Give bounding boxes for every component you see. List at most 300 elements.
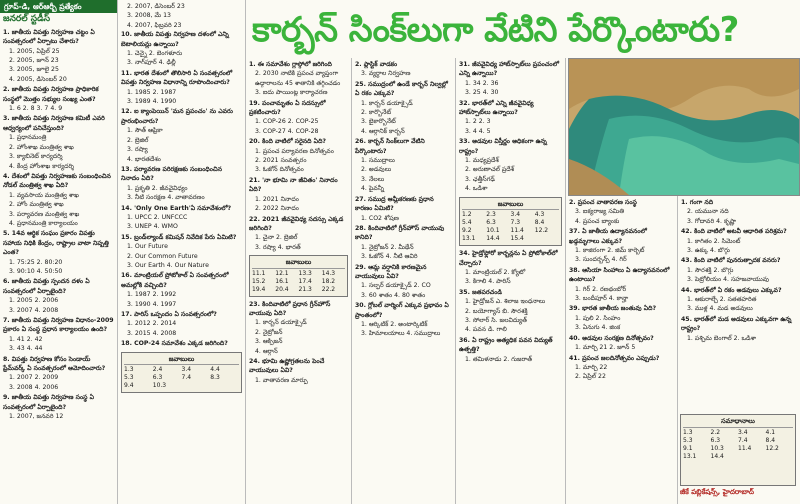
- answer-option: 3. ఏనుగు 4. జింక: [575, 324, 621, 332]
- answer-key-title: సమాధానాలు: [683, 417, 793, 428]
- answer-cell: 4.3: [534, 211, 545, 219]
- answer-cell: 6.3: [486, 219, 496, 227]
- answer-cell: 2.3: [486, 211, 496, 219]
- section-heading: జనరల్ స్టడీస్: [3, 14, 51, 25]
- question-text: 3. జాతీయ విపత్తు నిర్వహణ కమిటీ ఎవరి ఆధ్వర్యంలో పనిచేస్తుంది?: [3, 115, 105, 132]
- question-list: [681, 198, 797, 343]
- answer-cell: 8.4: [534, 219, 545, 227]
- answer-option: 3. హిమాలయాలు 4. సముద్రాలు: [361, 330, 441, 338]
- question-text: 27. సముద్ర ఆమ్లీకరణకు ప్రధాన కారణం ఏమిటి?: [355, 195, 434, 213]
- answer-cell: 14.4: [710, 453, 724, 460]
- answer-cell: 1.3: [683, 429, 693, 436]
- column-4: [352, 58, 456, 504]
- column-3: [246, 58, 352, 504]
- answer-option: 1. కార్బన్ డయాక్సైడ్: [361, 99, 413, 107]
- answer-option: 3. ఛత్తీస్‌గఢ్: [465, 175, 495, 183]
- question-text: 39. భారత జాతీయ జంతువు ఏది?: [569, 305, 657, 313]
- answer-option: 3. సుందర్బన్స్ 4. గిర్: [575, 256, 627, 264]
- answer-option: 1. హైడ్రోజన్ ఎ. శిలాజ ఇంధనాలు: [465, 298, 546, 306]
- final-answer-box: [680, 414, 796, 486]
- question-item: [3, 393, 114, 421]
- answer-cell: 11.4: [510, 227, 524, 235]
- answer-cell: 6.3: [152, 374, 163, 382]
- answer-option: 1. సౌత్ ఆఫ్రికా: [127, 127, 163, 135]
- answer-key-title: జవాబులు: [124, 355, 239, 365]
- answer-cell: [535, 235, 559, 243]
- answer-option: 1. 2007 2. 2009: [9, 374, 59, 382]
- answer-option: 1. చెన్నై 2. బెంగళూరు: [127, 50, 183, 58]
- question-item: [459, 288, 562, 335]
- column-6: [566, 196, 678, 504]
- answer-option: 1. గిర్ 2. రణథంబోర్: [575, 285, 627, 293]
- answer-option: 3. గోదావరి 4. కృష్ణా: [687, 217, 737, 225]
- answer-cell: 8.4: [765, 437, 776, 444]
- answer-key-box: [249, 255, 348, 296]
- question-text: 5. 14వ ఆర్థిక సంఘం ప్రకారం విపత్తు సహాయ నిధికి కేంద్రం, రాష్ట్రాల వాటా నిష్పత్తి ఎంత?: [3, 230, 109, 257]
- question-text: 41. ప్రపంచ జలదినోత్సవం ఎప్పుడు?: [569, 354, 660, 362]
- question-text: 9. జాతీయ విపత్తు నిర్వహణ సంస్థ ఏ సంవత్సరంలో ఏర్పాటైంది?: [3, 394, 95, 411]
- answer-cell: 20.4: [275, 285, 289, 293]
- question-item: [569, 266, 674, 304]
- question-item: [249, 99, 348, 137]
- answer-cell: 2.4: [152, 366, 163, 374]
- question-item: [121, 107, 242, 163]
- answer-cell: 4.1: [765, 429, 776, 436]
- answer-cell: 3.4: [510, 211, 521, 219]
- answer-option: 1. మార్చి 22: [575, 363, 608, 371]
- question-item: [249, 176, 348, 214]
- question-item: [3, 85, 114, 113]
- answer-option: 1. పశ్చిమ బెంగాల్ 2. ఒడిశా: [687, 334, 757, 342]
- answer-option: 3. బందీపూర్ 4. కాన్హా: [575, 295, 629, 303]
- question-text: 15. బ్రండ్‌ల్యాండ్ కమిషన్ నివేదిక పేరు ఏమిటి?: [121, 233, 237, 241]
- question-text: 32. భారత్‌లో ఎన్ని జీవవైవిధ్య హాట్‌స్పాట్‌లు ఉన్నాయి?: [459, 99, 534, 117]
- answer-option: 1. కార్బన్ డయాక్సైడ్: [255, 319, 307, 327]
- answer-option: 1. 75:25 2. 80:20: [9, 258, 63, 266]
- column-2: [118, 0, 246, 504]
- answer-option: 1. 2012 2. 2014: [127, 320, 177, 328]
- question-item: [681, 315, 797, 343]
- question-item: [569, 334, 674, 353]
- answer-option: 2. అడవులు: [361, 166, 392, 174]
- answer-option: 2. యమునా నది: [687, 208, 729, 216]
- question-item: [3, 316, 114, 354]
- answer-key-title: జవాబులు: [462, 200, 559, 210]
- answer-option: 3. రష్యా 4. భారత్: [255, 243, 301, 251]
- question-text: 18. COP-24 సమావేశం ఎక్కడ జరిగింది?: [121, 340, 228, 348]
- answer-cell: 6.3: [710, 437, 721, 444]
- answer-option: 4. ఒడిశా: [465, 185, 488, 193]
- answer-option: 2. బ్రెజిల్: [127, 136, 149, 144]
- answer-option: 3. ఐదు పాయింట్ల కార్యాచరణ: [255, 89, 328, 97]
- answer-option: 4. పవన డి. గాలి: [465, 326, 507, 334]
- answer-cell: 12.2: [534, 227, 549, 235]
- answer-option: 3. 2008, మే 13: [127, 12, 171, 20]
- answer-option: 3. ఓజోన్ దినోత్సవం: [255, 166, 304, 174]
- question-text: 42. కింది వాటిలో అటవీ ఆధారిత పరిశ్రమ?: [681, 228, 787, 236]
- question-text: 45. భారత్‌లో మడ అడవులు ఎక్కువగా ఉన్న రాష్ట్రం?: [681, 315, 792, 333]
- question-text: 1. జాతీయ విపత్తు నిర్వహణ చట్టం ఏ సంవత్సరంలో ఏర్పాటు చేశారు?: [3, 28, 95, 46]
- question-text: 20. కింది వాటిలో సరైనది ఏది?: [249, 138, 327, 146]
- answer-option: 3. నాగ్‌పూర్ 4. ఢిల్లీ: [127, 59, 176, 67]
- answer-option: 2. 2030 నాటికి ప్రపంచ వ్యాప్తంగా ఉద్గారాలను 45 శాతానికి తగ్గించడం: [255, 70, 341, 87]
- question-item: [681, 227, 797, 255]
- answer-option: 2. 2021 సంవత్సరం: [255, 157, 307, 165]
- answer-option: 1. 2005, ఏప్రిల్ 25: [9, 47, 60, 55]
- answer-option: 3. ఉక్కు 4. బొగ్గు: [687, 247, 730, 255]
- answer-key-box: [459, 197, 562, 246]
- question-text: 33. అడవుల విస్తీర్ణం అధికంగా ఉన్న రాష్ట్రం?: [459, 138, 547, 155]
- answer-cell: 13.1: [683, 453, 697, 460]
- answer-option: 1. కాజిరంగా 2. జిమ్ కార్బెట్: [575, 247, 645, 255]
- answer-option: 3. పర్యావరణ మంత్రిత్వ శాఖ: [9, 210, 80, 218]
- answer-key-box: [121, 352, 242, 393]
- answer-cell: 7.4: [738, 437, 748, 444]
- column-5: [456, 58, 566, 504]
- question-item: [121, 233, 242, 271]
- question-text: 2. జాతీయ విపత్తు నిర్వహణ ప్రాధికారిక సంస్థలో మొత్తం సభ్యుల సంఖ్య ఎంత?: [3, 86, 99, 103]
- answer-option: 3. UNEP 4. WMO: [127, 223, 178, 231]
- question-text: 10. జాతీయ విపత్తు నిర్వహణ దళంలో ఎన్ని బెటాలియన్లు ఉన్నాయి?: [121, 31, 229, 48]
- answer-cell: 1.3: [124, 366, 134, 374]
- question-text: 31. జీవవైవిధ్య హాట్‌స్పాట్‌లు ప్రపంచంలో ఎన్ని ఉన్నాయి?: [459, 61, 559, 78]
- answer-cell: 3.4: [738, 429, 748, 436]
- question-list: [459, 249, 562, 364]
- question-item: [3, 114, 114, 170]
- answer-cell: 21.3: [298, 285, 312, 293]
- question-item: [355, 224, 452, 262]
- answer-option: 1. 2007, జనవరి 12: [9, 413, 64, 421]
- answer-cell: 14.3: [321, 269, 336, 277]
- question-item: [569, 198, 674, 226]
- question-item: [3, 229, 114, 276]
- answer-cell: 7.3: [510, 219, 521, 227]
- answer-cell: 5.4: [462, 219, 472, 227]
- answer-cell: 15.2: [252, 277, 266, 285]
- question-item: [459, 99, 562, 137]
- answer-option: 3. 1990 4. 1997: [127, 300, 177, 308]
- question-item: [249, 137, 348, 175]
- question-list: [249, 300, 348, 386]
- answer-option: 2. అరుణాచల్ ప్రదేశ్: [465, 166, 515, 174]
- answer-grid: [683, 429, 793, 461]
- answer-option: 1. Our Future: [127, 243, 168, 251]
- question-item: [459, 336, 562, 364]
- question-item: [355, 80, 452, 136]
- answer-cell: 15.4: [510, 235, 524, 243]
- question-item: [459, 249, 562, 287]
- answer-option: 1. 1985 2. 1987: [127, 88, 177, 96]
- answer-option: 1. వ్యవసాయ మంత్రిత్వ శాఖ: [9, 191, 79, 199]
- answer-option: 3. 25 4. 30: [465, 89, 499, 97]
- answer-cell: 5.3: [683, 437, 693, 444]
- question-text: 28. కిందివాటిలో గ్రీన్‌హౌస్ వాయువు కానిది?: [355, 224, 445, 242]
- answer-cell: 2.2: [710, 429, 721, 436]
- answer-option: 2. 2007, డిసెంబర్ 23: [127, 3, 185, 10]
- answer-cell: 7.4: [181, 374, 192, 382]
- question-text: 6. జాతీయ విపత్తు స్పందన దళం ఏ సంవత్సరంలో ఏర్పాటైంది?: [3, 278, 90, 295]
- answer-option: 1. 2005 2. 2006: [9, 297, 59, 305]
- answer-option: 1. ఆకురాల్చే 2. సతతహరిత: [687, 296, 757, 304]
- answer-option: 3. క్యాబినెట్ కార్యదర్శి: [9, 153, 63, 161]
- answer-option: 3. నీటి సంరక్షణ 4. వాతావరణం: [127, 194, 205, 202]
- question-text: 38. ఆసియా సింహాలు ఏ ఉద్యానవనంలో ఉంటాయి?: [569, 266, 670, 284]
- answer-option: 1. CO2 శోషణ: [361, 214, 399, 222]
- answer-option: 3. ఓజోన్ 4. నీటి ఆవిరి: [361, 253, 418, 261]
- answer-option: 4. ఆర్గాన్: [255, 347, 278, 355]
- question-text: 16. మాంట్రియల్ ప్రోటోకాల్ ఏ సంవత్సరంలో అమల్లోకి వచ్చింది?: [121, 272, 229, 289]
- question-text: 24. భూమి ఉష్ణోగ్రతలను పెంచే వాయువులు ఏవి?: [249, 357, 325, 375]
- answer-cell: 10.3: [152, 382, 167, 390]
- question-list: [355, 60, 452, 339]
- satellite-photo: [568, 58, 800, 196]
- question-item: [355, 60, 452, 79]
- answer-option: 1. మధ్యప్రదేశ్: [465, 157, 499, 165]
- question-item: [249, 60, 348, 98]
- question-text: 43. కింది వాటిలో పునరుత్పాదక వనరు?: [681, 257, 781, 265]
- answer-cell: 4.4: [210, 366, 220, 374]
- question-item: [249, 300, 348, 356]
- question-text: 26. కార్బన్ సింక్‌లుగా వేటిని పేర్కొంటారు?: [355, 138, 425, 155]
- question-text: 2. ప్రపంచ వాతావరణ సంస్థ: [569, 199, 637, 206]
- answer-option: 1. 2021 నినాదం: [255, 195, 299, 203]
- question-item: [121, 204, 242, 232]
- answer-option: 1. ప్రకృతి 2. జీవవైవిధ్యం: [127, 184, 188, 192]
- answer-option: 3. 2015 4. 2008: [127, 329, 177, 337]
- answer-option: 4. పైవన్నీ: [361, 185, 385, 193]
- question-item: [355, 195, 452, 223]
- answer-option: 3. రష్యా: [127, 146, 148, 154]
- answer-option: 4. ఆర్గానిక్ కార్బన్: [361, 127, 405, 135]
- answer-cell: 9.4: [124, 382, 134, 390]
- question-text: 1. గంగా నది: [681, 199, 714, 206]
- answer-cell: 22.2: [321, 285, 336, 293]
- question-text: 11. భారత దేశంలో తొలిసారి ఏ సంవత్సరంలో విపత్తు నిర్వహణ విధానాన్ని రూపొందించారు?: [121, 69, 233, 87]
- answer-option: 2. బయోగ్యాస్ బి. సౌరశక్తి: [465, 307, 528, 315]
- question-item: [3, 277, 114, 315]
- question-list: [249, 60, 348, 252]
- answer-option: 2. కార్బొనేట్: [361, 109, 392, 117]
- column-7: [678, 196, 800, 412]
- answer-option: 1. ఆర్కిటిక్ 2. అంటార్కిటిక్: [361, 320, 428, 328]
- answer-option: 1. 2 2. 3: [465, 118, 491, 126]
- answer-option: 3. వ్యర్థాల నిర్వహణ: [361, 70, 411, 78]
- answer-option: 1. మార్చి 21 2. జూన్ 5: [575, 344, 636, 352]
- answer-option: 1. COP-26 2. COP-25: [255, 118, 319, 126]
- answer-cell: 9.2: [462, 227, 472, 235]
- answer-cell: [210, 382, 239, 390]
- answer-option: 1. పులి 2. సింహం: [575, 314, 621, 322]
- question-item: [681, 286, 797, 314]
- answer-option: 3. 90:10 4. 50:50: [9, 267, 63, 275]
- answer-option: 3. 4 4. 5: [465, 127, 491, 135]
- answer-cell: 11.1: [252, 269, 266, 277]
- header-tag: గ్రూప్-డి, ఆర్ఆర్బీ ప్రత్యేకం: [0, 0, 117, 13]
- page-title: కార్బన్ సింక్‌లుగా వేటిని పేర్కొంటారు?: [252, 10, 739, 50]
- answer-option: 2. హోంశాఖ మంత్రిత్వ శాఖ: [9, 143, 74, 151]
- question-text: 19. పంచామృతం ఏ సదస్సులో ప్రకటించారు?: [249, 99, 326, 117]
- answer-option: 1. చైనా 2. బ్రెజిల్: [255, 234, 298, 242]
- answer-option: 3. కిగాలి 4. పారిస్: [465, 278, 511, 286]
- answer-option: 4. 2005, డిసెంబర్ 20: [9, 75, 67, 83]
- answer-cell: [182, 382, 211, 390]
- question-text: 12. ఐ క్యాంపెయిన్ 'మన ప్రపంచం' ను ఎవరు ప్రారంభించారు?: [121, 108, 233, 125]
- answer-option: 4. 2007, ఫిబ్రవరి 23: [127, 21, 182, 29]
- question-item: [459, 60, 562, 98]
- question-item: [569, 227, 674, 265]
- question-text: 23. కిందివాటిలో ప్రధాన గ్రీన్‌హౌస్ వాయువు ఏది?: [249, 300, 331, 317]
- question-text: 8. విపత్తు నిర్వహణ కోసం సెండాయ్ ఫ్రేమ్‌వర్క్ ఏ సంవత్సరంలో ఆమోదించారు?: [3, 355, 106, 373]
- answer-cell: 5.3: [124, 374, 134, 382]
- answer-cell: 8.3: [210, 374, 220, 382]
- question-item: [249, 215, 348, 253]
- answer-cell: 13.1: [462, 235, 476, 243]
- answer-option: 2. ఏప్రిల్ 22: [575, 373, 606, 381]
- question-item: [121, 271, 242, 309]
- question-item: [681, 198, 797, 226]
- answer-grid: [462, 211, 559, 243]
- question-item: [249, 357, 348, 385]
- question-item: [459, 137, 562, 193]
- question-text: 37. ఏ జాతీయ ఉద్యానవనంలో ఖడ్గమృగాలు ఎక్కువ?: [569, 228, 647, 245]
- question-item: [121, 69, 242, 107]
- answer-option: 1. 6 2. 8 3. 7 4. 9: [9, 105, 63, 113]
- answer-key-title: జవాబులు: [252, 258, 345, 268]
- answer-cell: 3.4: [181, 366, 192, 374]
- column-1: [0, 0, 118, 504]
- answer-cell: 12.2: [765, 445, 779, 452]
- ocean-satellite-image: [569, 59, 799, 195]
- answer-cell: 1.2: [462, 211, 472, 219]
- answer-option: 1. తమిళనాడు 2. గుజరాత్: [465, 355, 533, 363]
- answer-option: 1. UPCC 2. UNFCCC: [127, 213, 188, 221]
- question-text: 44. భారత్‌లో ఏ రకం అడవులు ఎక్కువ?: [681, 286, 782, 294]
- answer-option: 4. ప్రపంచ బ్యాంకు: [575, 217, 620, 225]
- question-item: [3, 172, 114, 228]
- question-item: [355, 263, 452, 301]
- question-item: [3, 28, 114, 84]
- answer-option: 2. హోం మంత్రిత్వ శాఖ: [9, 201, 64, 209]
- answer-option: 4. ప్రధానమంత్రి కార్యాలయం: [9, 219, 78, 227]
- question-item: [681, 256, 797, 284]
- answer-option: 1. సౌరశక్తి 2. బొగ్గు: [687, 266, 734, 274]
- answer-option: 1. 41 2. 42: [9, 335, 43, 343]
- answer-option: 1. 34 2. 36: [465, 79, 499, 87]
- question-text: 2. ప్లాస్టిక్ వాడకం: [355, 61, 398, 68]
- answer-option: 3. 60 శాతం 4. 80 శాతం: [361, 291, 426, 299]
- answer-cell: 18.2: [321, 277, 336, 285]
- answer-cell: 17.4: [298, 277, 312, 285]
- answer-option: 2. 2022 నినాదం: [255, 205, 299, 213]
- answer-option: 1. కాగితం 2. సిమెంట్: [687, 237, 741, 245]
- answer-option: 3. బైకార్బొనేట్: [361, 118, 396, 126]
- answer-option: 1. ప్రధానమంత్రి: [9, 134, 47, 142]
- question-text: 7. జాతీయ విపత్తు నిర్వహణ విధానం-2009 ప్రకారం ఏ సంస్థ ప్రధాన కార్యాలయం ఉంది?: [3, 317, 114, 334]
- answer-option: 1. ప్రపంచ పర్యావరణ దినోత్సవం: [255, 147, 334, 155]
- question-text: 25. సముద్రంలో ఉండే కార్బన్ నిల్వల్లో ఏ రకం ఎక్కువ?: [355, 80, 448, 98]
- question-text: 35. జతపరచండి: [459, 288, 502, 296]
- answer-option: 1. వాతావరణ మార్పు: [255, 376, 308, 384]
- answer-cell: 16.1: [275, 277, 289, 285]
- answer-option: 3. ఐక్యరాజ్య సమితి: [575, 208, 625, 216]
- answer-option: 3. ముళ్ల 4. మడ అడవులు: [687, 305, 753, 313]
- answer-cell: 9.1: [683, 445, 693, 452]
- answer-option: 3. 1989 4. 1990: [127, 98, 177, 106]
- question-text: 13. పర్యావరణ పరిరక్షణకు సంబంధించిన నినాదం ఏది?: [121, 165, 222, 183]
- question-text: 4. దేశంలో విపత్తు నిర్వహణకు సంబంధించిన నోడల్ మంత్రిత్వ శాఖ ఏది?: [3, 172, 111, 190]
- answer-cell: 14.4: [486, 235, 500, 243]
- answer-option: 3. 2008 4. 2006: [9, 383, 59, 391]
- question-item: [121, 339, 242, 348]
- answer-option: 2. Our Common Future: [127, 252, 198, 260]
- answer-option: 3. COP-27 4. COP-28: [255, 127, 319, 135]
- question-text: 34. హైడ్రోఫ్లోరో కార్బన్లను ఏ ప్రోటోకాల్‌లో చేర్చారు?: [459, 250, 558, 267]
- answer-grid: [252, 270, 345, 294]
- answer-option: 4. భారతదేశం: [127, 155, 161, 163]
- question-item: [569, 354, 674, 382]
- question-item: [569, 304, 674, 332]
- answer-option: 3. నేలలు: [361, 175, 385, 183]
- question-text: 17. పారిస్ ఒప్పందం ఏ సంవత్సరంలో?: [121, 311, 217, 318]
- question-text: 30. గ్లోబల్ వార్మింగ్ ఎక్కువ ప్రభావం ఏ ప్రాంతంలో?: [355, 302, 449, 319]
- answer-cell: 10.3: [710, 445, 724, 452]
- question-text: 29. ఆమ్ల వర్షానికి కారణమైన వాయువులు ఏవి?: [355, 263, 427, 280]
- question-list: [459, 60, 562, 194]
- answer-cell: [738, 453, 766, 461]
- question-item: [355, 301, 452, 339]
- answer-option: 1. 1987 2. 1992: [127, 291, 177, 299]
- question-item: [121, 165, 242, 203]
- publisher-credit: జీకే పబ్లికేషన్స్, హైదరాబాద్: [680, 488, 798, 502]
- answer-option: 2. నైట్రోజన్: [255, 328, 283, 336]
- question-text: 36. ఏ రాష్ట్రం అత్యధిక పవన విద్యుత్ ఉత్పత్తి?: [459, 336, 553, 354]
- answer-option: 1. మాంట్రియల్ 2. క్యోటో: [465, 268, 526, 276]
- question-text: 22. 2021 జీవవైవిధ్య సదస్సు ఎక్కడ జరిగింది?: [249, 215, 344, 232]
- question-item: [121, 310, 242, 338]
- answer-option: 3. పెట్రోలియం 4. సహజవాయువు: [687, 276, 769, 284]
- question-list: [3, 28, 114, 422]
- answer-option: 3. 2007 4. 2008: [9, 306, 59, 314]
- answer-option: 1. సముద్రాలు: [361, 157, 395, 165]
- answer-option: 3. Our Earth 4. Our Nature: [127, 261, 209, 269]
- answer-cell: 19.4: [252, 285, 266, 293]
- answer-grid: [124, 366, 239, 390]
- question-list: [121, 30, 242, 348]
- question-text: 1. ఈ సమావేశం గ్లాస్గోలో జరిగింది: [249, 61, 332, 68]
- answer-option: 3. ఆక్సిజన్: [255, 338, 283, 346]
- answer-cell: 13.3: [298, 269, 312, 277]
- question-list: [569, 198, 674, 382]
- question-text: 40. అడవుల సంరక్షణ దినోత్సవం?: [569, 334, 654, 342]
- answer-cell: [766, 453, 794, 461]
- answer-cell: 12.1: [275, 269, 289, 277]
- question-text: 21. 'నా భూమి నా జీవితం' నినాదం ఏది?: [249, 176, 338, 194]
- answer-option: 4. కేంద్ర హోంశాఖ కార్యదర్శి: [9, 162, 74, 170]
- question-item: [3, 355, 114, 393]
- answer-cell: 11.4: [738, 445, 752, 452]
- answer-cell: 10.1: [486, 227, 500, 235]
- option-list: [121, 2, 242, 30]
- answer-option: 1. నైట్రోజన్ 2. మీథేన్: [361, 243, 414, 251]
- answer-option: 2. 2005, జూన్ 23: [9, 57, 59, 65]
- answer-option: 3. సోలార్ సి. జలవిద్యుత్: [465, 316, 527, 324]
- answer-option: 3. 2005, జూలై 25: [9, 66, 59, 74]
- answer-option: 3. 43 4. 44: [9, 345, 43, 353]
- question-text: 14. 'Only One Earth'ఏ సమావేశంలో?: [121, 204, 232, 212]
- answer-option: 1. సల్ఫర్ డయాక్సైడ్ 2. CO: [361, 282, 431, 290]
- question-item: [121, 30, 242, 68]
- question-item: [355, 137, 452, 193]
